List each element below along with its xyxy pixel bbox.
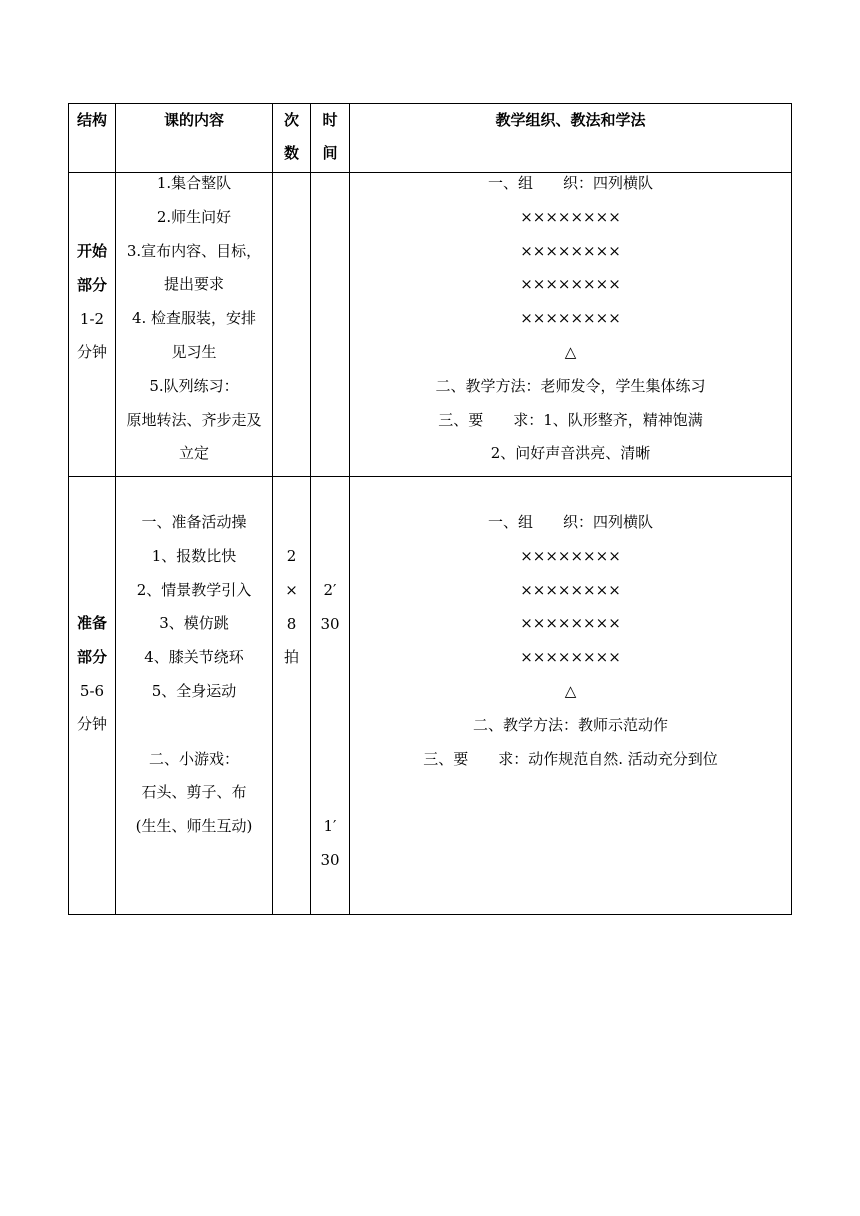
header-time <box>311 104 349 170</box>
section1-title-line-1: 开始 <box>76 242 107 260</box>
section2-structure <box>69 607 115 742</box>
section1-method <box>350 167 791 471</box>
section1-content-line: 见习生 <box>171 342 217 361</box>
section1-content-line: 5.队列练习： <box>149 376 239 395</box>
section2-count-line: 2 <box>286 547 297 565</box>
section2-content-line: (生生、师生互动) <box>135 817 253 836</box>
section2-duration-line-1: 5-6 <box>79 681 105 700</box>
section1-content-line: 立定 <box>178 444 209 463</box>
section1-structure <box>69 235 115 370</box>
section2-count <box>273 540 310 675</box>
section1-content-line: 提出要求 <box>163 275 224 294</box>
section1-method-line: 二、教学方法：老师发令，学生集体练习 <box>435 376 706 395</box>
header-count-line-2: 数 <box>283 144 299 162</box>
section2-title-line-2: 部分 <box>76 647 107 666</box>
column-divider <box>310 104 311 914</box>
section1-method-line: ×××××××× <box>520 275 621 294</box>
section1-title-line-2: 部分 <box>76 275 107 294</box>
section2-method-line: 一、组 织：四列横队 <box>487 513 653 531</box>
section2-time-a <box>311 574 349 642</box>
section2-method-line: ×××××××× <box>520 614 621 633</box>
lesson-plan-table <box>68 103 792 915</box>
section2-count-line: 8 <box>286 614 297 633</box>
section1-content <box>116 167 272 471</box>
section2-method-line: ×××××××× <box>520 648 621 667</box>
section2-content-line <box>116 709 272 743</box>
section2-method-line: ×××××××× <box>520 546 621 565</box>
section2-title-line-1: 准备 <box>76 614 107 632</box>
header-method: 教学组织、教法和学法 <box>495 111 646 129</box>
section1-method-line: ×××××××× <box>520 309 621 328</box>
section2-time-b-line-2: 30 <box>320 850 340 869</box>
section1-content-line: 原地转法、齐步走及 <box>126 410 262 429</box>
section1-content-line: 1.集合整队 <box>156 174 232 192</box>
section2-content-line: 2、情景教学引入 <box>136 580 252 599</box>
column-divider <box>272 104 273 914</box>
section2-content-line: 1、报数比快 <box>151 546 237 565</box>
section2-method-line: 三、要 求：动作规范自然. 活动充分到位 <box>423 749 718 768</box>
section2-content-line: 石头、剪子、布 <box>141 783 247 802</box>
section1-method-line: 2、问好声音洪亮、清晰 <box>490 444 651 463</box>
header-time-line-1: 时 <box>322 111 338 129</box>
section2-count-line: 拍 <box>283 648 299 667</box>
section1-method-line: △ <box>564 342 577 361</box>
section2-duration-line-2: 分钟 <box>76 715 107 734</box>
section1-method-line: 一、组 织：四列横队 <box>487 174 653 192</box>
header-count-line-1: 次 <box>283 111 299 129</box>
section1-content-line: 4. 检查服装，安排 <box>131 309 257 328</box>
header-structure: 结构 <box>76 111 107 129</box>
header-content: 课的内容 <box>163 111 224 129</box>
section2-method <box>350 506 791 776</box>
section2-time-a-line-2: 30 <box>320 614 340 633</box>
section2-method-line: ×××××××× <box>520 580 621 599</box>
row-divider <box>69 476 791 477</box>
section1-duration-line-1: 1-2 <box>79 309 105 328</box>
section1-method-line: ×××××××× <box>520 207 621 226</box>
section1-content-line: 3.宣布内容、目标， <box>126 241 262 260</box>
section2-count-line: × <box>285 580 298 599</box>
section2-content-line: 二、小游戏： <box>148 749 239 768</box>
section2-content-line: 3、模仿跳 <box>159 614 229 633</box>
section2-time-a-line-1: 2′ <box>323 581 337 599</box>
section2-content-line: 一、准备活动操 <box>141 513 247 531</box>
section2-content-line: 5、全身运动 <box>151 681 237 700</box>
section1-content-line: 2.师生问好 <box>156 207 232 226</box>
section2-method-line: △ <box>564 681 577 700</box>
section1-method-line: 三、要 求：1、队形整齐，精神饱满 <box>438 410 703 429</box>
section2-method-line: 二、教学方法：教师示范动作 <box>472 715 668 734</box>
section2-content-line: 4、膝关节绕环 <box>144 648 244 667</box>
header-count <box>273 104 310 170</box>
section1-method-line: ×××××××× <box>520 241 621 260</box>
header-time-line-2: 间 <box>322 144 338 162</box>
section1-duration-line-2: 分钟 <box>76 343 107 362</box>
section2-time-b <box>311 810 349 878</box>
section2-content <box>116 506 272 844</box>
section2-time-b-line-1: 1′ <box>323 817 337 835</box>
